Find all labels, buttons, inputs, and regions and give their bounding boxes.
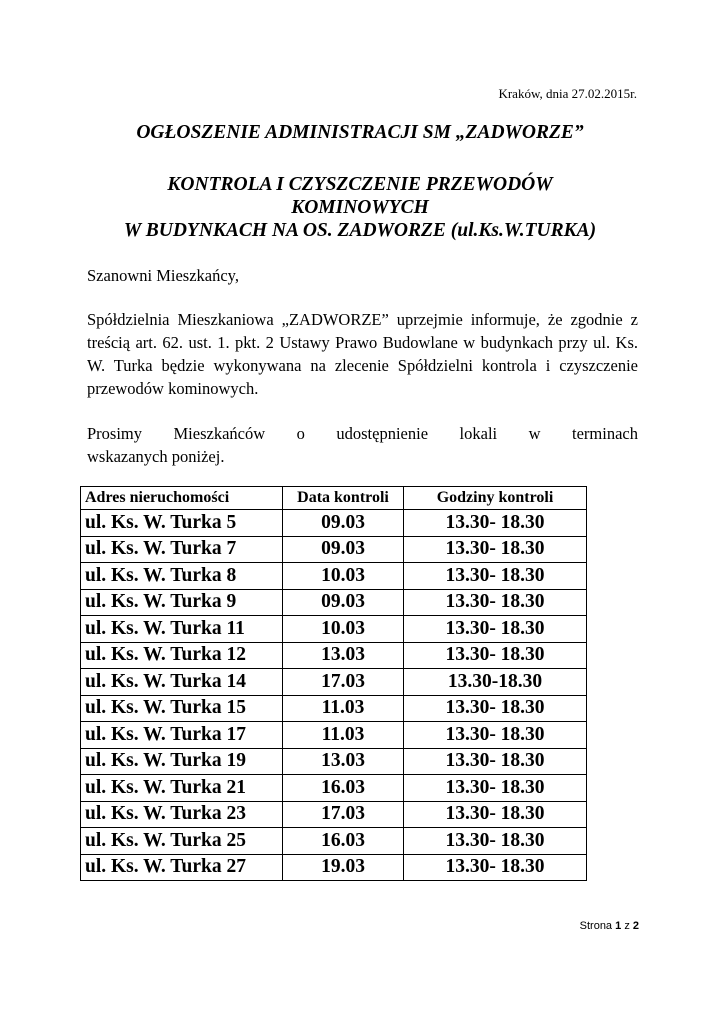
cell-hours: 13.30- 18.30 [404,722,587,749]
cell-address: ul. Ks. W. Turka 11 [81,616,283,643]
table-row [81,722,587,749]
header-date: Data kontroli [283,487,404,510]
page-separator: z [624,920,630,932]
table-row [81,589,587,616]
cell-hours: 13.30- 18.30 [404,616,587,643]
cell-hours: 13.30- 18.30 [404,748,587,775]
cell-date: 16.03 [283,828,404,855]
cell-address: ul. Ks. W. Turka 14 [81,669,283,696]
subtitle-line-3: W BUDYNKACH NA OS. ZADWORZE (ul.Ks.W.TURKA) [123,220,597,241]
announcement-subtitle [60,173,660,242]
cell-date: 11.03 [283,695,404,722]
cell-address: ul. Ks. W. Turka 25 [81,828,283,855]
header-address: Adres nieruchomości [81,487,283,510]
cell-address: ul. Ks. W. Turka 9 [81,589,283,616]
place-date: Kraków, dnia 27.02.2015r. [498,86,637,101]
cell-address: ul. Ks. W. Turka 27 [81,854,283,881]
cell-address: ul. Ks. W. Turka 17 [81,722,283,749]
table-row [81,801,587,828]
cell-date: 09.03 [283,510,404,537]
table-row [81,695,587,722]
cell-address: ul. Ks. W. Turka 12 [81,642,283,669]
table-row [81,616,587,643]
page-label: Strona [579,920,613,932]
cell-date: 10.03 [283,616,404,643]
request-paragraph [87,422,638,468]
cell-address: ul. Ks. W. Turka 7 [81,536,283,563]
cell-hours: 13.30- 18.30 [404,828,587,855]
table-row [81,748,587,775]
request-line-2: wskazanych poniżej. [87,447,225,466]
table-row [81,775,587,802]
table-header-row [81,487,587,510]
cell-date: 17.03 [283,801,404,828]
table-row [81,642,587,669]
cell-date: 09.03 [283,589,404,616]
subtitle-line-1: KONTROLA I CZYSZCZENIE PRZEWODÓW [167,174,553,195]
greeting: Szanowni Mieszkańcy, [87,266,239,285]
cell-hours: 13.30- 18.30 [404,563,587,590]
cell-date: 09.03 [283,536,404,563]
announcement-title [60,121,660,144]
table-row [81,854,587,881]
cell-date: 19.03 [283,854,404,881]
cell-hours: 13.30-18.30 [404,669,587,696]
header-hours: Godziny kontroli [404,487,587,510]
table-row [81,563,587,590]
cell-hours: 13.30- 18.30 [404,801,587,828]
table-row [81,536,587,563]
cell-address: ul. Ks. W. Turka 21 [81,775,283,802]
announcement-title-text: OGŁOSZENIE ADMINISTRACJI SM „ZADWORZE” [136,122,584,143]
cell-date: 17.03 [283,669,404,696]
page-number [580,920,639,932]
cell-hours: 13.30- 18.30 [404,536,587,563]
cell-date: 13.03 [283,748,404,775]
cell-address: ul. Ks. W. Turka 23 [81,801,283,828]
cell-hours: 13.30- 18.30 [404,510,587,537]
request-line-1: Prosimy Mieszkańców o udostępnienie lokali w terminach [87,424,638,443]
cell-date: 13.03 [283,642,404,669]
cell-address: ul. Ks. W. Turka 8 [81,563,283,590]
cell-hours: 13.30- 18.30 [404,695,587,722]
page-total: 2 [632,920,639,932]
cell-address: ul. Ks. W. Turka 5 [81,510,283,537]
cell-hours: 13.30- 18.30 [404,854,587,881]
cell-hours: 13.30- 18.30 [404,589,587,616]
info-paragraph: Spółdzielnia Mieszkaniowa „ZADWORZE” uprzejmie informuje, że zgodnie z treścią art. 62. ust. 1. pkt. 2 Ustawy Prawo Budowlane w budynkach przy ul. Ks. W. Turka będzie wykonywana na zlecenie Spółdzielni kontrola i czyszczenie przewodów kominowych. [87,310,638,398]
cell-hours: 13.30- 18.30 [404,775,587,802]
cell-date: 16.03 [283,775,404,802]
table-row [81,510,587,537]
page-current: 1 [615,920,622,932]
subtitle-line-2: KOMINOWYCH [291,197,429,218]
table-row [81,828,587,855]
table-row [81,669,587,696]
cell-hours: 13.30- 18.30 [404,642,587,669]
cell-date: 11.03 [283,722,404,749]
cell-date: 10.03 [283,563,404,590]
cell-address: ul. Ks. W. Turka 19 [81,748,283,775]
cell-address: ul. Ks. W. Turka 15 [81,695,283,722]
inspection-schedule-table [80,486,587,881]
